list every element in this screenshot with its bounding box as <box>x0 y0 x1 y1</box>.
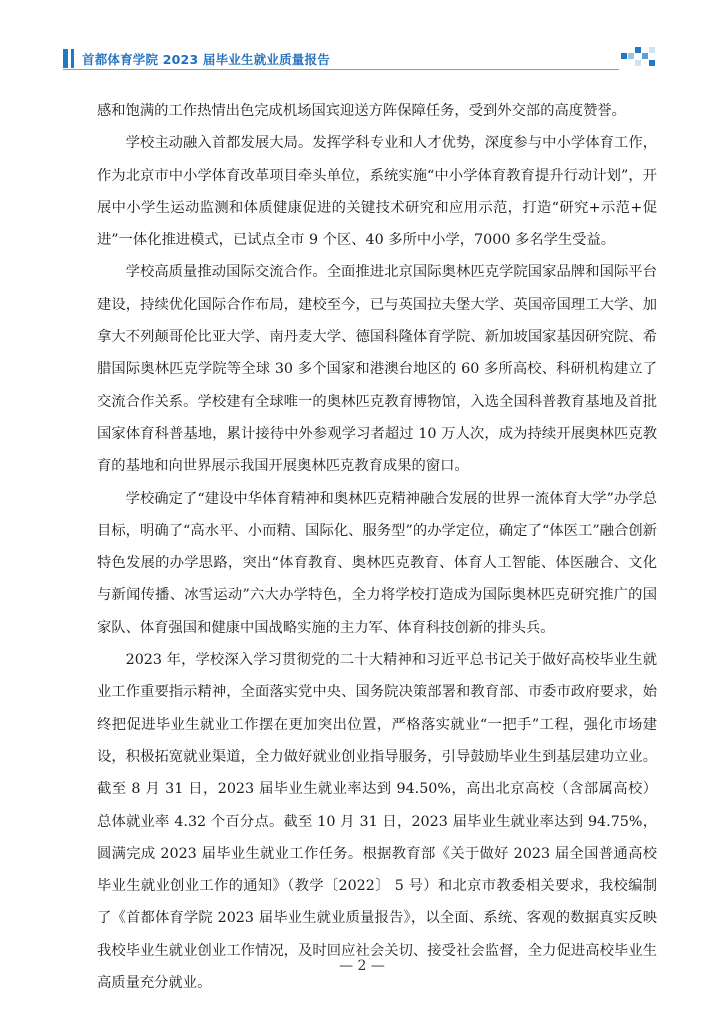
paragraph: 学校高质量推动国际交流合作。全面推进北京国际奥林匹克学院国家品牌和国际平台建设，持续优化国际合作布局，建校至今，已与英国拉夫堡大学、英国帝国理工大学、加拿大不列颠哥伦比亚大学、南丹麦大学、德国科隆体育学院、新加坡国家基因研究院、希腊国际奥林匹克学院等全球 30 多个国家和港澳台地区的 60 多所高校、科研机构建立了交流合作关系。学校建有全球唯一的奥林匹克教育博物馆，入选全国科普教育基地及首批国家体育科普基地，累计接待中外参观学习者超过 10 万人次，成为持续开展奥林匹克教育的基地和向世界展示我国开展奥林匹克教育成果的窗口。 <box>97 264 657 475</box>
paragraph: 学校主动融入首都发展大局。发挥学科专业和人才优势，深度参与中小学体育工作，作为北京市中小学体育改革项目牵头单位，系统实施“中小学体育教育提升行动计划”，开展中小学生运动监测和体质健康促进的关键技术研究和应用示范，打造“研究+示范+促进”一体化推进模式，已试点全市 9 个区、40 多所中小学，7000 多名学生受益。 <box>97 135 657 249</box>
paragraph: 2023 年，学校深入学习贯彻党的二十大精神和习近平总书记关于做好高校毕业生就业工作重要指示精神，全面落实党中央、国务院决策部署和教育部、市委市政府要求，始终把促进毕业生就业工作摆在更加突出位置，严格落实就业“一把手”工程，强化市场建设，积极拓宽就业渠道，全力做好就业创业指导服务，引导鼓励毕业生到基层建功立业。截至 8 月 31 日，2023 届毕业生就业率达到 94.50%，高出北京高校（含部属高校）总体就业率 4.32 个百分点。截至 10 月 31 日，2023 届毕业生就业率达到 94.75%，圆满完成 2023 届毕业生就业工作任务。根据教育部《关于做好 2023 届全国普通高校毕业生就业创业工作的通知》（教学〔2022〕 5 号）和北京市教委相关要求，我校编制了《首都体育学院 2023 届毕业生就业质量报告》，以全面、系统、客观的数据真实反映我校毕业生就业创业工作情况，及时回应社会关切、接受社会监督，全力促进高校毕业生高质量充分就业。 <box>97 652 657 992</box>
page-header <box>63 49 658 69</box>
report-body <box>97 95 657 999</box>
paragraph: 感和饱满的工作热情出色完成机场国宾迎送方阵保障任务，受到外交部的高度赞誉。 <box>97 103 626 119</box>
header-rule <box>63 69 619 70</box>
header-accent-bar <box>63 49 68 68</box>
paragraph: 学校确定了“建设中华体育精神和奥林匹克精神融合发展的世界一流体育大学”办学总目标，明确了“高水平、小而精、国际化、服务型”的办学定位，确定了“体医工”融合创新特色发展的办学思路，突出“体育教育、奥林匹克教育、体育人工智能、体医融合、文化与新闻传播、冰雪运动”六大办学特色，全力将学校打造成为国际奥林匹克研究推广的国家队、体育强国和健康中国战略实施的主力军、体育科技创新的排头兵。 <box>97 490 657 636</box>
page-number: — 2 — <box>339 958 385 974</box>
header-title: 首都体育学院 2023 届毕业生就业质量报告 <box>82 52 330 67</box>
header-accent-bar-thin <box>71 49 74 68</box>
header-pixel-decoration <box>619 47 659 71</box>
